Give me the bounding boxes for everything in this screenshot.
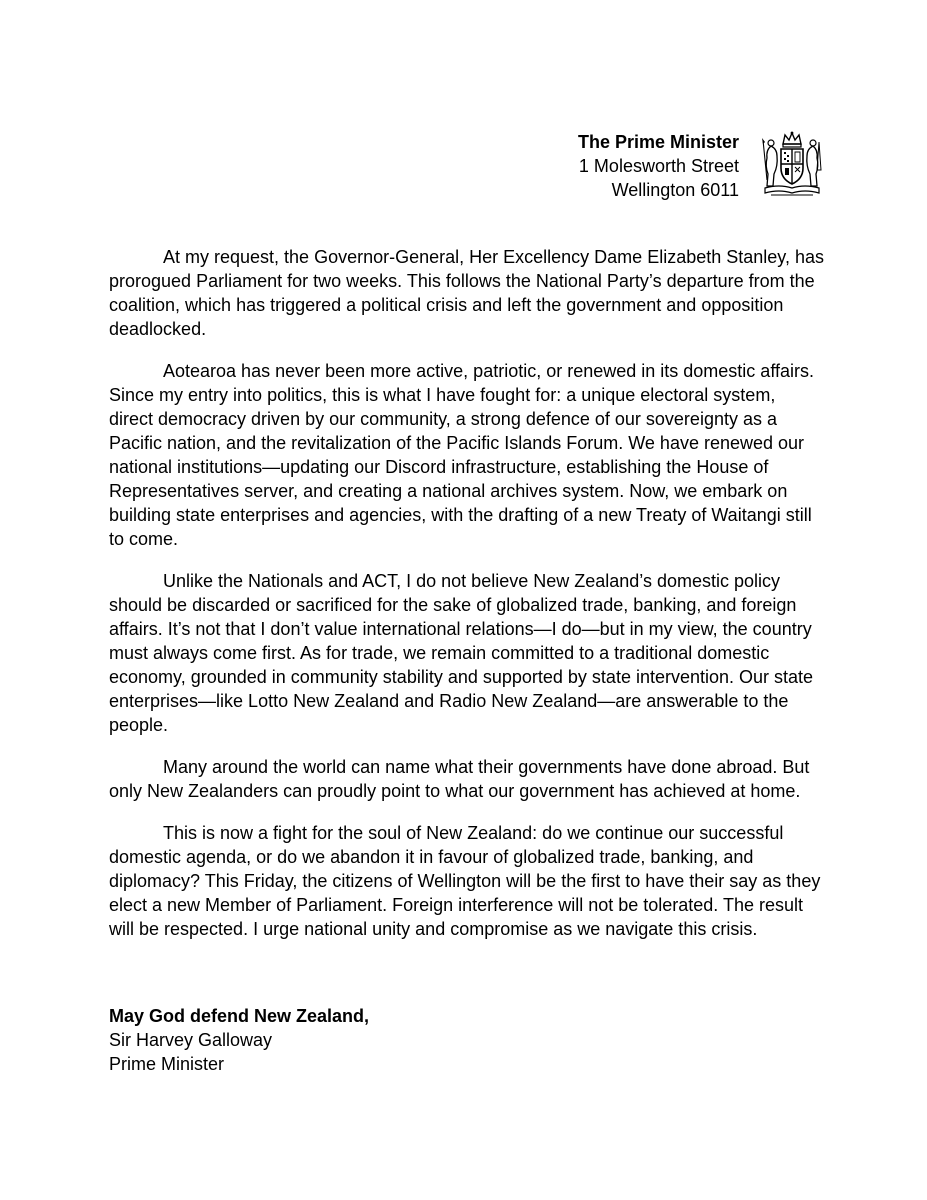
coat-of-arms-icon [759, 130, 825, 198]
paragraph: Many around the world can name what their governments have done abroad. But only New Zealanders can proudly point to what our government has achieved at home. [109, 757, 810, 801]
letterhead-address-line1: 1 Molesworth Street [578, 156, 739, 176]
letter-closing [109, 1004, 369, 1076]
valediction: May God defend New Zealand, [109, 1006, 370, 1026]
paragraph: This is now a fight for the soul of New Zealand: do we continue our successful domestic agenda, or do we abandon it in favour of globalized trade, banking, and diplomacy? This Friday, the citizens of Wellington will be the first to have their say as they elect a new Member of Parliament. Foreign interference will not be tolerated. The result will be respected. I urge national unity and compromise as we navigate this crisis. [109, 823, 821, 939]
letter-body [109, 245, 824, 959]
letterhead-organization: The Prime Minister [577, 132, 739, 152]
paragraph: At my request, the Governor-General, Her Excellency Dame Elizabeth Stanley, has prorogued Parliament for two weeks. This follows the National Party’s departure from the coalition, which has triggered a political crisis and left the government and opposition deadlocked. [109, 247, 824, 339]
paragraph: Unlike the Nationals and ACT, I do not believe New Zealand’s domestic policy should be discarded or sacrificed for the sake of globalized trade, banking, and foreign affairs. It’s not that I don’t value international relations—I do—but in my view, the country must always come first. As for trade, we remain committed to a traditional domestic economy, grounded in community stability and supported by state intervention. Our state enterprises—like Lotto New Zealand and Radio New Zealand—are answerable to the people. [109, 571, 814, 735]
signatory-name: Sir Harvey Galloway [109, 1030, 273, 1050]
paragraph: Aotearoa has never been more active, patriotic, or renewed in its domestic affairs. Since my entry into politics, this is what I have fought for: a unique electoral system, direct democracy driven by our community, a strong defence of our sovereignty as a Pacific nation, and the revitalization of the Pacific Islands Forum. We have renewed our national institutions—updating our Discord infrastructure, establishing the House of Representatives server, and creating a national archives system. Now, we embark on building state enterprises and agencies, with the drafting of a new Treaty of Waitangi still to come. [109, 361, 814, 549]
letterhead-address-line2: Wellington 6011 [611, 180, 739, 200]
letterhead [578, 130, 739, 202]
signatory-title: Prime Minister [109, 1054, 225, 1074]
